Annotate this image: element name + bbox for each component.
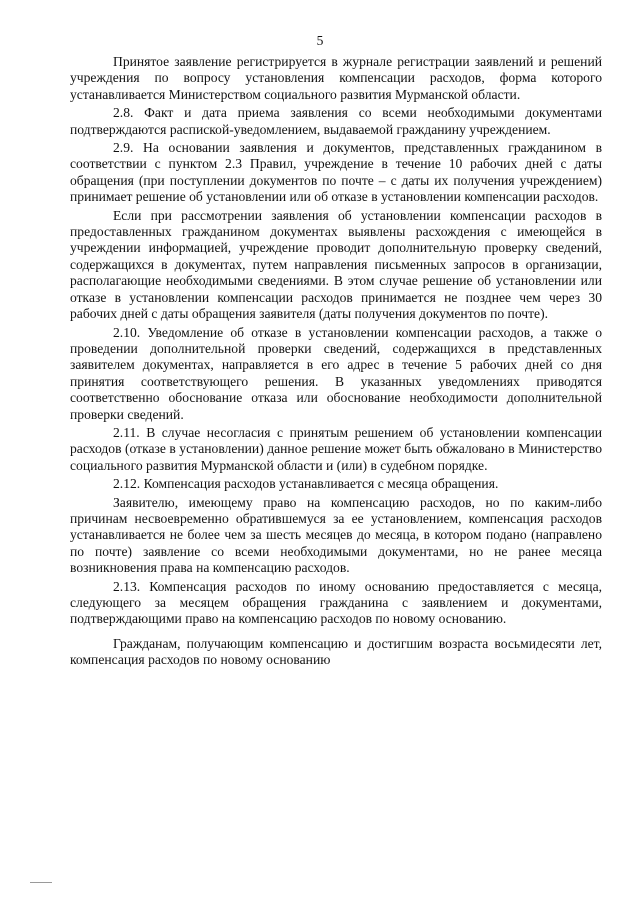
paragraph-late-application: Заявителю, имеющему право на компенсацию расходов, но по каким-либо причинам несвоевременно обратившемуся за ее установлением, компенсация расходов устанавливается не более чем за шесть месяцев до месяца, в котором подано (направлено по почте) заявление со всеми необходимыми документами, но не ранее месяца возникновения права на компенсацию расходов. — [70, 494, 602, 576]
document-body — [70, 54, 602, 671]
paragraph-2-8: 2.8. Факт и дата приема заявления со всеми необходимыми документами подтверждаются распиской-уведомлением, выдаваемой гражданину учреждением. — [70, 105, 602, 137]
paragraph-2-13: 2.13. Компенсация расходов по иному основанию предоставляется с месяца, следующего за месяцем обращения гражданина с заявлением и документами, подтверждающими право на компенсацию расходов по новому основанию. — [70, 578, 602, 627]
paragraph-2-11: 2.11. В случае несогласия с принятым решением об установлении компенсации расходов (отказе в установлении) данное решение может быть обжаловано в Министерство социального развития Мурманской области и (или) в судебном порядке. — [70, 424, 602, 473]
page-number: 5 — [316, 33, 324, 48]
footer-rule — [30, 882, 52, 883]
paragraph-2-12: 2.12. Компенсация расходов устанавливается с месяца обращения. — [113, 476, 499, 492]
paragraph-discrepancy-check: Если при рассмотрении заявления об установлении компенсации расходов в предоставленных гражданином документах выявлены расхождения с имеющейся в учреждении информацией, учреждение проводит дополнительную проверку сведений, содержащихся в документах, путем направления письменных запросов в организации, располагающие необходимыми сведениями. В этом случае решение об установлении или отказе в установлении компенсации расходов принимается не позднее чем через 30 рабочих дней с даты обращения заявителя (даты получения документов по почте). — [70, 207, 602, 322]
paragraph-eighty-years: Гражданам, получающим компенсацию и достигшим возраста восьмидесяти лет, компенсация расходов по новому основанию — [70, 635, 602, 668]
paragraph-2-9: 2.9. На основании заявления и документов, представленных гражданином в соответствии с пунктом 2.3 Правил, учреждение в течение 10 рабочих дней с даты обращения (при поступлении документов по почте – с даты их получения учреждением) принимает решение об установлении или об отказе в установлении компенсации расходов. — [70, 140, 602, 205]
paragraph-registration: Принятое заявление регистрируется в журнале регистрации заявлений и решений учреждения по вопросу установления компенсации расходов, форма которого устанавливается Министерством социального развития Мурманской области. — [70, 54, 602, 102]
paragraph-2-10: 2.10. Уведомление об отказе в установлении компенсации расходов, а также о проведении дополнительной проверки сведений, содержащихся в представленных заявителем документах, направляется в его адрес в течение 5 рабочих дней со дня принятия соответствующего решения. В указанных уведомлениях приводятся соответственно обоснование отказа или обоснование необходимости дополнительной проверки сведений. — [70, 324, 602, 422]
